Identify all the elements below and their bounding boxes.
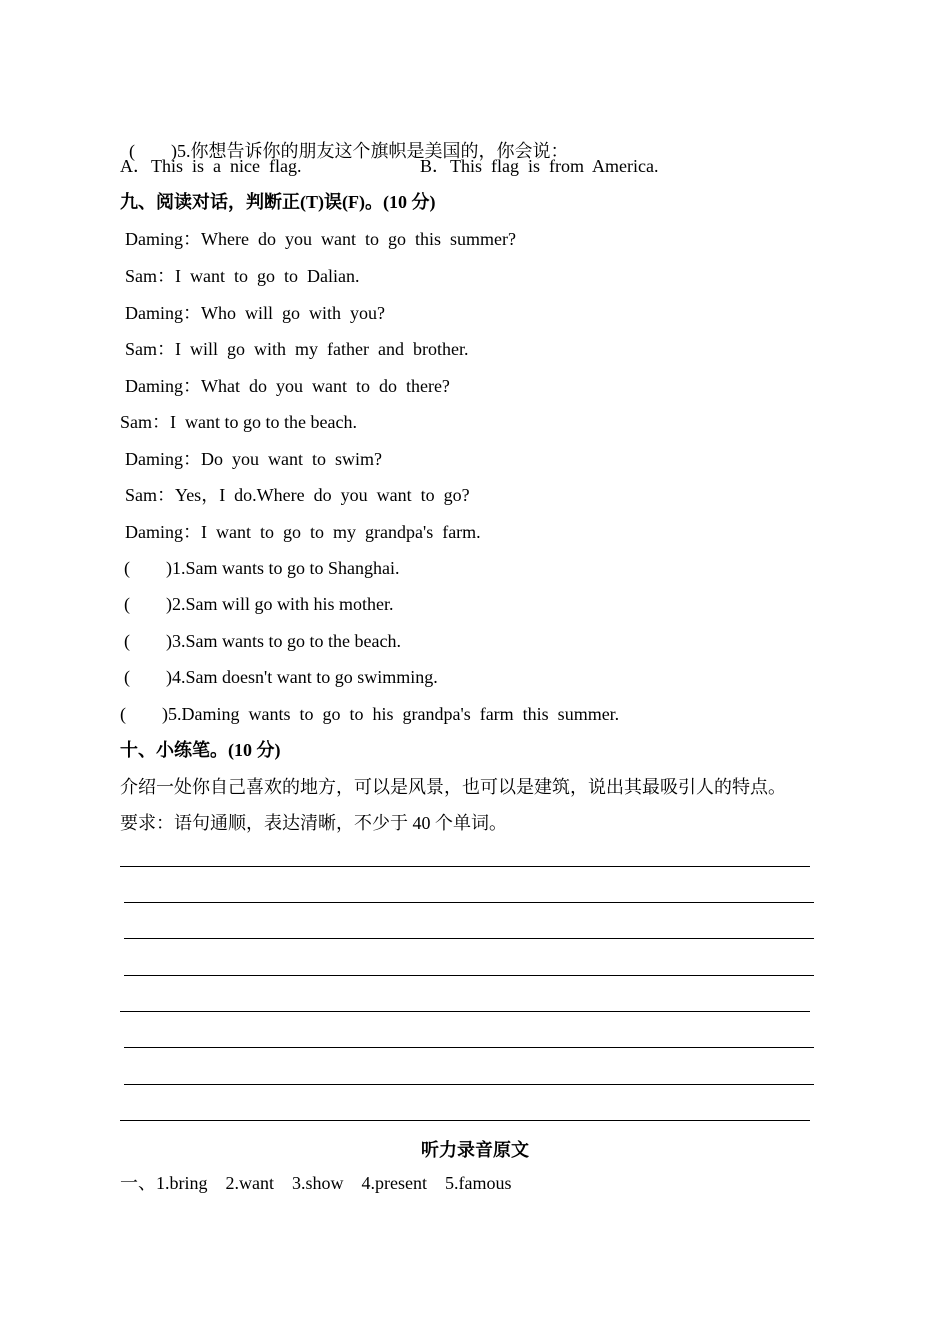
dialogue-line: Daming：I want to go to my grandpa's farm. (125, 522, 481, 542)
section9-heading: 九、阅读对话，判断正(T)误(F)。(10 分) (120, 192, 436, 212)
writing-line (120, 1011, 810, 1012)
q8-item5-option-a: A．This is a nice flag. (120, 156, 302, 176)
judgement-item: ( )1.Sam wants to go to Shanghai. (124, 558, 400, 578)
writing-prompt: 介绍一处你自己喜欢的地方，可以是风景，也可以是建筑，说出其最吸引人的特点。 (120, 777, 786, 797)
q8-item5-option-b: B．This flag is from America. (420, 156, 659, 176)
q8-item5-number: ( )5. (129, 141, 191, 161)
q8-item5-text: 你想告诉你的朋友这个旗帜是美国的，你会说： (190, 141, 569, 161)
writing-line (124, 938, 814, 939)
judgement-item: ( )5.Daming wants to go to his grandpa's farm this summer. (120, 704, 620, 724)
dialogue-line: Daming：Where do you want to go this summer? (125, 229, 516, 249)
dialogue-line: Sam：I will go with my father and brother. (125, 339, 469, 359)
judgement-item: ( )3.Sam wants to go to the beach. (124, 631, 401, 651)
writing-line (124, 975, 814, 976)
dialogue-line: Sam：I want to go to the beach. (120, 412, 357, 432)
dialogue-line: Sam：Yes，I do.Where do you want to go? (125, 485, 470, 505)
section10-heading: 十、小练笔。(10 分) (120, 740, 281, 760)
dialogue-line: Sam：I want to go to Dalian. (125, 266, 360, 286)
dialogue-line: Daming：Do you want to swim? (125, 449, 382, 469)
listening-line: 一、1.bring 2.want 3.show 4.present 5.famous (120, 1173, 512, 1193)
listening-title: 听力录音原文 (421, 1140, 529, 1160)
writing-requirement: 要求：语句通顺，表达清晰，不少于 40 个单词。 (120, 813, 507, 833)
writing-line (124, 1047, 814, 1048)
writing-line (120, 1120, 810, 1121)
dialogue-line: Daming：Who will go with you? (125, 303, 385, 323)
judgement-item: ( )2.Sam will go with his mother. (124, 594, 394, 614)
judgement-item: ( )4.Sam doesn't want to go swimming. (124, 667, 438, 687)
writing-line (120, 866, 810, 867)
dialogue-line: Daming：What do you want to do there? (125, 376, 450, 396)
writing-line (124, 1084, 814, 1085)
writing-line (124, 902, 814, 903)
